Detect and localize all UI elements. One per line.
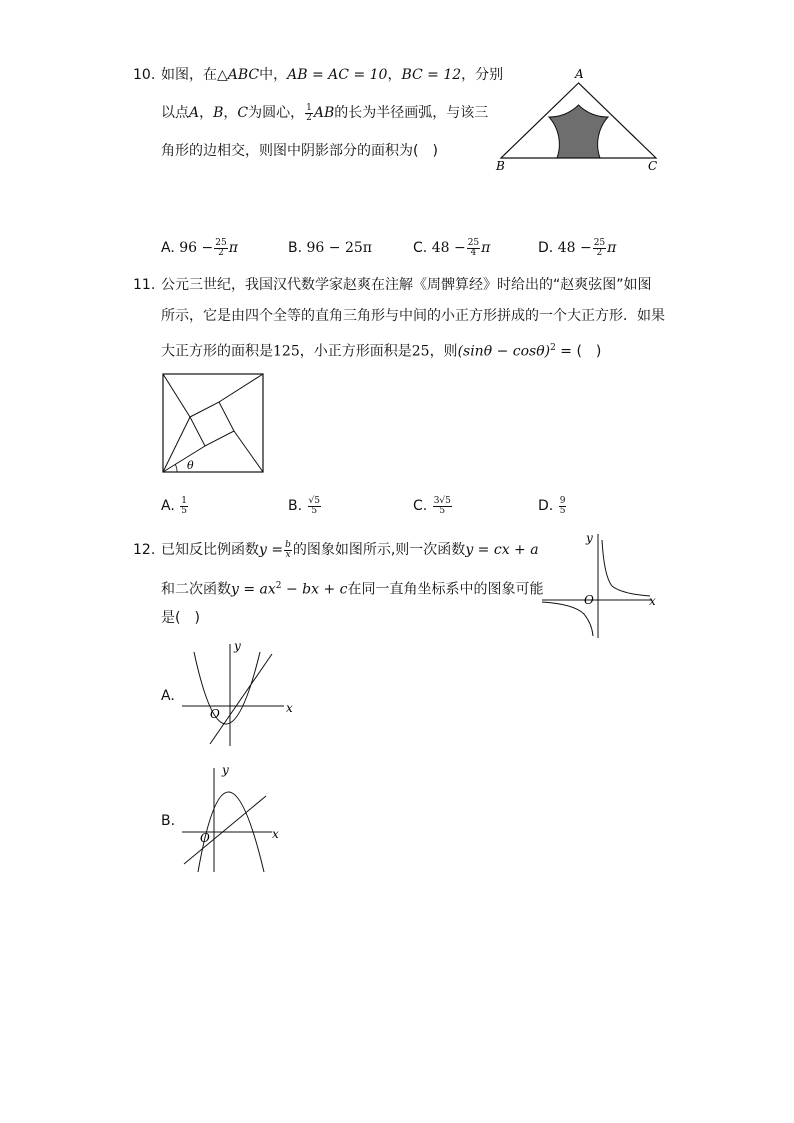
- q12-option-a[interactable]: A.: [161, 688, 175, 704]
- option-a-parabola: [194, 652, 260, 724]
- vertex-label-c: C: [648, 159, 658, 173]
- q11-line-2: 所示，它是由四个全等的直角三角形与中间的小正方形拼成的一个大正方形．如果: [161, 308, 665, 324]
- x-axis-label: x: [649, 594, 656, 608]
- option-b-y-label: y: [222, 763, 229, 777]
- q11-number: 11.: [133, 277, 156, 293]
- large-square: [163, 374, 263, 472]
- hyperbola-branch-upper: [602, 540, 650, 596]
- q12-hyperbola-figure: [538, 528, 662, 640]
- shaded-region: [549, 105, 608, 158]
- leg-right: [234, 431, 263, 472]
- q12-line-2: 和二次函数$y = ax^2$ − bx + c在同一直角坐标系中的图象可能: [161, 581, 544, 598]
- q11-zhaoshuang-figure: [162, 373, 266, 475]
- small-square: [190, 402, 234, 446]
- q11-option-d[interactable]: D. $\frac{9}{5}$: [538, 495, 566, 516]
- vertex-label-b: B: [496, 159, 505, 173]
- leg-top-right: [219, 374, 263, 402]
- q11-option-c[interactable]: C. $\frac{3√5}{5}$: [413, 495, 451, 516]
- option-a-x-label: x: [286, 701, 293, 715]
- theta-label: θ: [187, 459, 194, 472]
- hyperbola-branch-lower: [542, 602, 593, 636]
- half-fraction: $\frac{1}{2}$: [306, 102, 312, 123]
- q12-option-b[interactable]: B.: [161, 813, 176, 829]
- q12-option-a-graph: [180, 636, 300, 748]
- q10-line-3: 角形的边相交，则图中阴影部分的面积为( ): [161, 143, 438, 159]
- q11-line-1: 公元三世纪，我国汉代数学家赵爽在注解《周髀算经》时给出的“赵爽弦图”如图: [161, 277, 652, 293]
- option-a-line: [210, 654, 272, 744]
- option-b-line: [184, 796, 266, 864]
- option-a-origin-label: O: [210, 707, 220, 721]
- q10-number: 10.: [133, 67, 156, 83]
- option-b-x-label: x: [272, 827, 279, 841]
- q11-option-b[interactable]: B. $\frac{√5}{5}$: [288, 495, 320, 516]
- theta-arc: [175, 464, 177, 472]
- q11-option-a[interactable]: A. $\frac{1}{5}$: [161, 495, 187, 516]
- q10-option-c[interactable]: C. 48 − $\frac{25}{4}$ π: [413, 237, 491, 258]
- option-a-y-label: y: [234, 639, 241, 653]
- q12-line-3: 是( ): [161, 610, 200, 626]
- y-axis-label: y: [586, 531, 593, 545]
- q10-option-b[interactable]: B. 96 − 25π: [288, 240, 372, 256]
- origin-label: O: [584, 593, 594, 607]
- option-b-origin-label: O: [200, 831, 210, 845]
- leg-top-left: [163, 374, 190, 417]
- vertex-label-a: A: [575, 67, 584, 81]
- q10-line-2: 以点A，B，C为圆心， $\frac{1}{2}$ AB的长为半径画弧，与该三: [161, 102, 489, 123]
- q12-line-1: 已知反比例函数y = $\frac{b}{x}$ 的图象如图所示,则一次函数y = cx + a: [161, 539, 539, 560]
- q10-option-a[interactable]: A. 96 − $\frac{25}{2}$ π: [161, 237, 238, 258]
- q12-number: 12.: [133, 542, 156, 558]
- q12-option-b-graph: [180, 762, 290, 874]
- q11-line-3: 大正方形的面积是125，小正方形面积是25，则$(\sin\theta - \cos\theta)^2$ = ( ): [161, 343, 602, 360]
- q10-option-d[interactable]: D. 48 − $\frac{25}{2}$ π: [538, 237, 617, 258]
- q10-triangle-figure: [490, 64, 670, 176]
- q10-line-1: 如图，在△ABC中，AB = AC = 10，BC = 12，分别: [161, 67, 504, 83]
